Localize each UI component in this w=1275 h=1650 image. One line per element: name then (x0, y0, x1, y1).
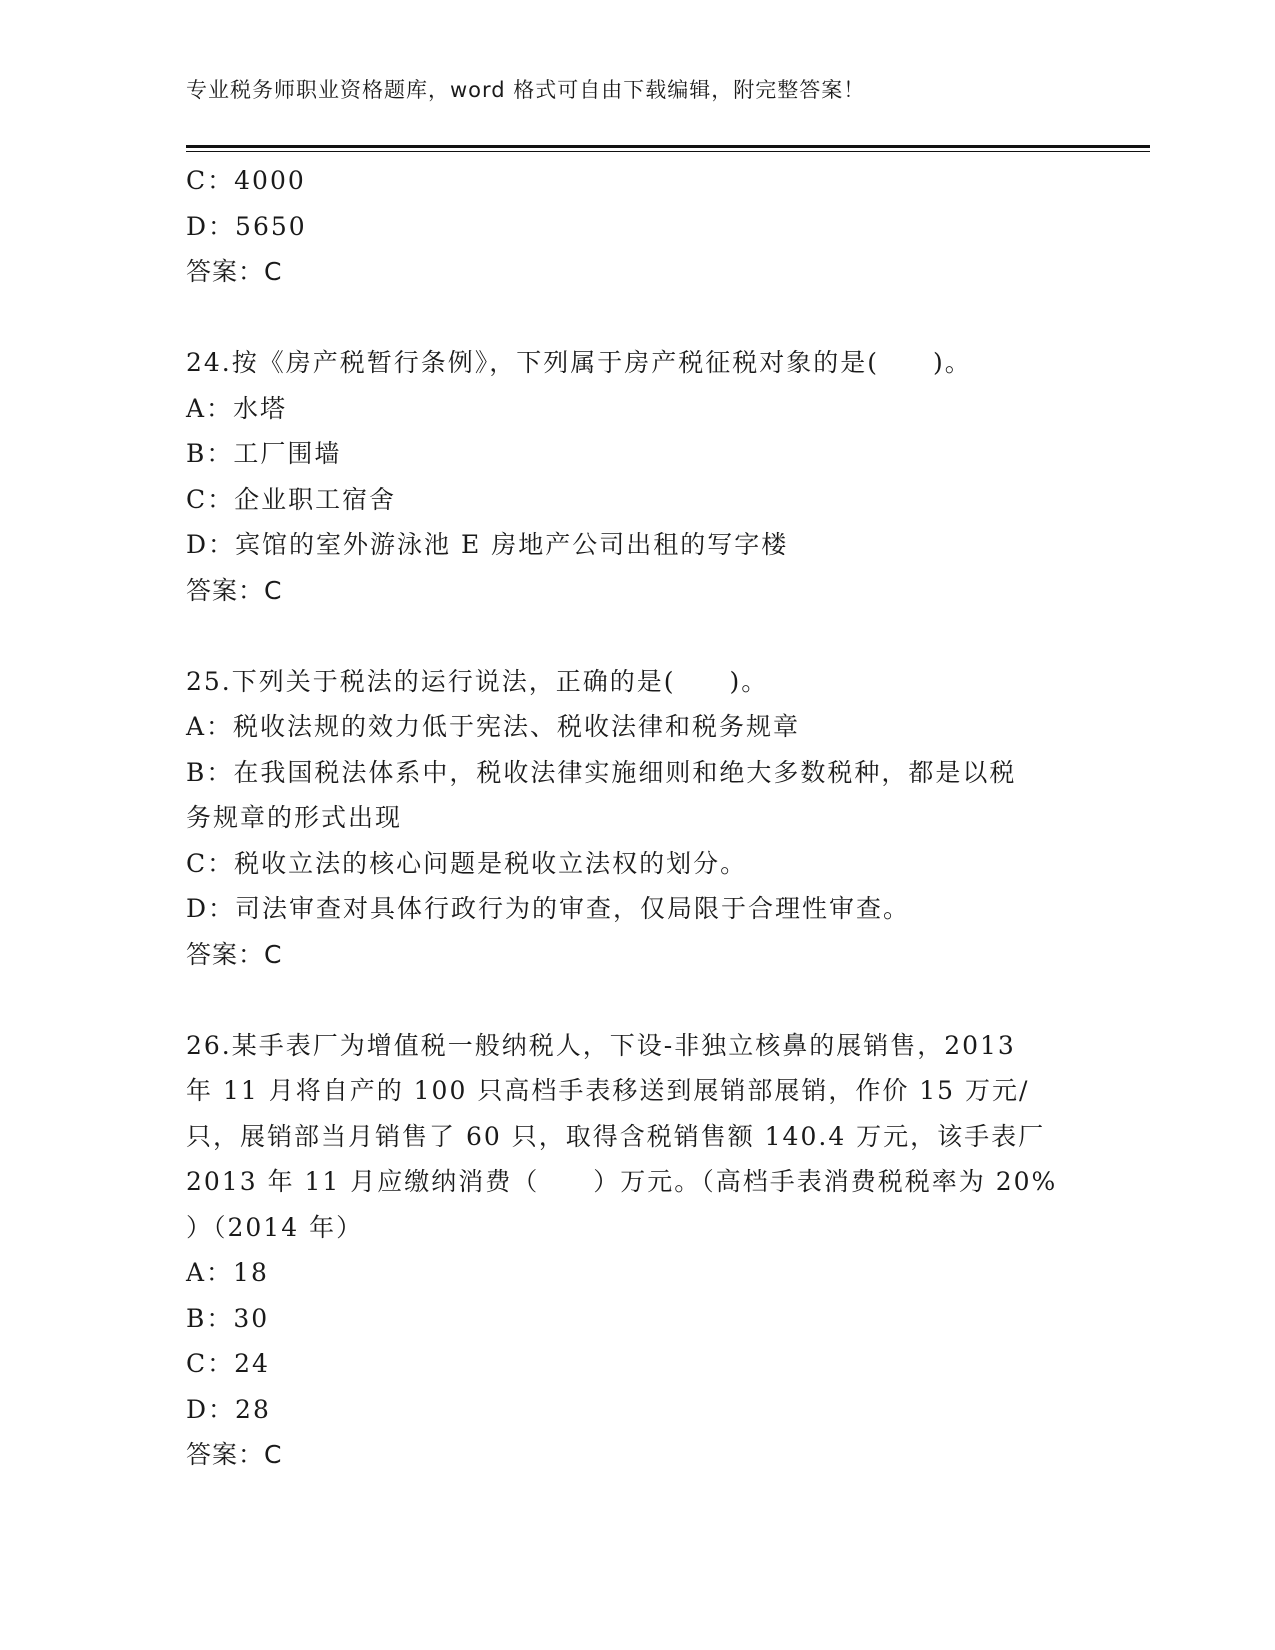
q23-answer: 答案：C (186, 257, 283, 286)
q26-stem-line-1: 26.某手表厂为增值税一般纳税人，下设-非独立核鼻的展销售，2013 (186, 1030, 1016, 1060)
q24-stem: 24.按《房产税暂行条例》，下列属于房产税征税对象的是( )。 (186, 348, 972, 377)
q24-option-c: C：企业职工宿舍 (186, 484, 397, 514)
document-body (186, 158, 1086, 1478)
q26-answer: 答案：C (186, 1440, 283, 1469)
q25-option-a: A：税收法规的效力低于宪法、税收法律和税务规章 (186, 712, 801, 741)
q25-answer: 答案：C (186, 939, 283, 969)
q26-stem-line-2: 年 11 月将自产的 100 只高档手表移送到展销部展销，作价 15 万元/ (186, 1076, 1030, 1105)
q25-option-c: C：税收立法的核心问题是税收立法权的划分。 (186, 848, 748, 878)
q26-option-b: B：30 (186, 1303, 270, 1333)
q24-option-a: A：水塔 (186, 393, 288, 423)
q23-option-d: D：5650 (186, 211, 307, 241)
header-rule-thick (186, 145, 1150, 148)
q26-option-d: D：28 (186, 1394, 271, 1424)
q24-answer: 答案：C (186, 575, 283, 605)
q26-option-c: C：24 (186, 1349, 270, 1378)
q26-stem-line-3: 只，展销部当月销售了 60 只，取得含税销售额 140.4 万元，该手表厂 (186, 1121, 1046, 1151)
q24-option-d: D：宾馆的室外游泳池 E 房地产公司出租的写字楼 (186, 530, 789, 559)
q23-option-c: C：4000 (186, 166, 306, 195)
q26-option-a: A：18 (186, 1258, 269, 1287)
q24-option-b: B：工厂围墙 (186, 439, 342, 468)
q25-option-b-cont: 务规章的形式出现 (186, 803, 403, 832)
q25-option-d: D：司法审查对具体行政行为的审查，仅局限于合理性审查。 (186, 894, 911, 923)
q25-stem: 25.下列关于税法的运行说法，正确的是( )。 (186, 666, 769, 696)
page-header: 专业税务师职业资格题库，word 格式可自由下载编辑，附完整答案！ (186, 78, 866, 102)
q26-stem-line-5: ）（2014 年） (186, 1212, 364, 1242)
header-rule-thin (186, 151, 1150, 152)
q26-stem-line-4: 2013 年 11 月应缴纳消费（ ）万元。（高档手表消费税税率为 20% (186, 1167, 1058, 1196)
q25-option-b: B：在我国税法体系中，税收法律实施细则和绝大多数税种，都是以税 (186, 757, 1017, 787)
